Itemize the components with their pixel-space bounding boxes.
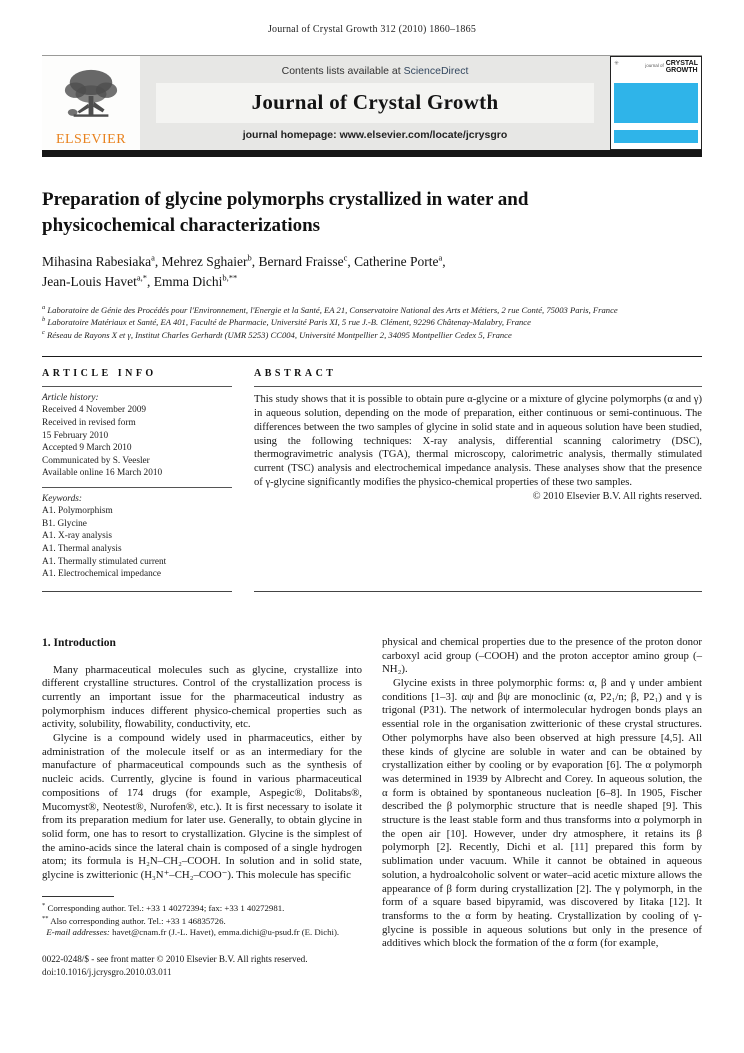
footnote-corresponding: * Corresponding author. Tel.: +33 1 40272394; fax: +33 1 40272981. <box>42 901 285 913</box>
footnote-also-corresponding: ** Also corresponding author. Tel.: +33 1 46835726. <box>42 914 226 926</box>
email-links[interactable]: havet@cnam.fr (J.-L. Havet), emma.dichi@u-psud.fr (E. Dichi). <box>112 927 340 938</box>
abstract-header: ABSTRACT <box>254 368 337 380</box>
affiliation: $^a$ Laboratoire de Génie des Procédés pour l'Environnement, l'Energie et la Santé, EA 21, Conservatoire National des Arts et Métiers, 2 rue Conté, 75003 Paris, France <box>42 303 618 315</box>
affiliation-list <box>42 303 702 342</box>
footnote-emails <box>42 927 362 939</box>
rule <box>42 487 232 488</box>
rule <box>254 386 702 387</box>
article-info-column <box>42 368 232 592</box>
article-info-header: ARTICLE INFO <box>42 368 157 380</box>
history-line: Accepted 9 March 2010 <box>42 443 132 454</box>
body-column-right <box>382 636 702 979</box>
journal-cover-thumbnail <box>610 56 702 150</box>
cover-title-line1: CRYSTAL <box>665 60 698 67</box>
cover-cyan-block <box>614 83 698 123</box>
homepage-prefix: journal homepage: <box>242 129 340 141</box>
journal-title: Journal of Crystal Growth <box>251 90 499 114</box>
history-line: Available online 16 March 2010 <box>42 468 163 479</box>
article-title-line2: physicochemical characterizations <box>42 215 321 237</box>
journal-homepage-link[interactable]: www.elsevier.com/locate/jcrysgro <box>339 129 508 141</box>
article-body <box>42 636 702 979</box>
author-line-1 <box>42 251 702 271</box>
article-info-abstract-box <box>42 356 702 592</box>
doi-line <box>42 966 362 979</box>
journal-title-band <box>156 83 594 123</box>
journal-homepage-line <box>146 129 604 141</box>
author: Catherine Porte$^a$, <box>354 252 446 269</box>
issn-copyright-line: 0022-0248/$ - see front matter © 2010 Elsevier B.V. All rights reserved. <box>42 954 308 965</box>
affiliation: $^b$ Laboratoire Matériaux et Santé, EA 401, Faculté de Pharmacie, Université Paris XI, 5 rue J.-B. Clément, 92296 Châtenay-Malabry, France <box>42 316 531 328</box>
cover-logo-icon: ✳ <box>614 61 620 67</box>
sciencedirect-link[interactable]: ScienceDirect <box>403 65 469 77</box>
body-paragraph: physical and chemical properties due to the presence of the proton donor carboxyl acid group (–COOH) and the proton acceptor amino group (–NH₂). <box>382 635 702 676</box>
footnote-rule <box>42 896 114 897</box>
keyword-item: A1. Thermal analysis <box>42 544 122 554</box>
keyword-item: A1. Polymorphism <box>42 506 113 517</box>
author: Jean-Louis Havet$^{a,*}$, <box>42 272 154 289</box>
history-line: Communicated by S. Veesler <box>42 455 150 466</box>
contents-lists-line <box>146 65 604 77</box>
body-paragraph: Glycine exists in three polymorphic forms: α, β and γ under ambient conditions [1–3]. αψ and βψ are monoclinic (α, P2₁/n; β, P2₁) and γ is trigonal (P31). The network of intermolecular hydrogen bonds plays an essential role in the organisation zwitterionic of these crystal structures. Other polymorphs have also been observed at high pressure [4,5]. All these kinds of glycine are soluble in water and can be obtained by crystallization either by cooling or by evaporation [6]. The α polymorph was determined in 1939 by Albrecht and Corey. In aqueous solution, the α form is obtained by spontaneous nucleation [6–8]. In 1905, Fischer described the β polymorphic structure that is needle shaped [9]. This structure is the least stable form and thus transforms into α polymorph in the open air [10]. However, under dry atmosphere, it retains its β polymorph [2]. Recently, Dichi et al. [11] prepared this form by sublimation under vacuum. While it cannot be obtained in aqueous solution, a hydroalcoholic solvent or water–acid acetic mixture allows the appearance of β form during crystallization [2]. The γ polymorph, in the form of a square based bipyramid, was discovered by Iitaka [12]. It transforms to the α form by heating. Crystallization by cooling of γ-glycine is possible in aqueous solutions but only in the presence of additives which block the formation of the α form (for example, <box>382 677 702 950</box>
article-title <box>42 187 702 239</box>
abstract-column <box>254 368 702 592</box>
page-citation: Journal of Crystal Growth 312 (2010) 1860–1865 <box>267 24 477 35</box>
elsevier-tree-icon <box>62 67 120 130</box>
history-line: Received 4 November 2009 <box>42 405 147 416</box>
elsevier-wordmark: ELSEVIER <box>55 132 127 147</box>
article-footer <box>42 953 362 979</box>
footnote-block <box>42 896 362 939</box>
abstract-copyright: © 2010 Elsevier B.V. All rights reserved. <box>532 490 702 502</box>
body-paragraph: Glycine is a compound widely used in pharmaceutics, either by administration of the molecule itself or as an intermediary for the manufacture of pharmaceutical compounds such as the synthesis of nucleic acids. Currently, glycine is found in various pharmaceutical compositions of 174 drugs (for example, Aspegic®, Dolitabs®, Mucomyst®, Neotest®, Nurofen®, etc.). It is first necessary to isolate it from its preparation medium for later use. Generally, to obtain glycine in solid form, one has to resort to crystallization. Glycine is the simplest of the amino-acids since the lateral chain is composed of a single hydrogen atom; its formula is H₂N–CH₂–COOH. In solution and in solid state, glycine is zwitterionic (H₃N⁺–CH₂–COO⁻). This molecule has specific <box>42 732 362 882</box>
author-list <box>42 251 702 291</box>
banner-center <box>140 56 610 150</box>
elsevier-logo <box>42 56 140 150</box>
history-line: Received in revised form <box>42 417 136 428</box>
contents-prefix: Contents lists available at <box>281 65 404 77</box>
abstract-text: This study shows that it is possible to obtain pure α-glycine or a mixture of glycine polymorphs (α and γ) in aqueous solution, depending on the mode of preparation, either continuous or semi-continuous. The differences between the two samples of glycine in solid state and in aqueous solution have been studied, using the following techniques: X-ray analysis, differential scanning calorimetry (DSC), thermogravimetric analysis (TGA), thermal microscopy, calorimetric analysis, thermally stimulated current (TSC) analysis and electrochemical impedance analysis. These analyses show that the presence of γ-glycine significantly modifies the physico-chemical properties of these two samples. <box>254 394 702 488</box>
keywords-label: Keywords: <box>42 494 82 505</box>
keyword-item: A1. Thermally stimulated current <box>42 556 167 567</box>
keyword-item: A1. Electrochemical impedance <box>42 569 161 580</box>
body-paragraph: Many pharmaceutical molecules such as glycine, crystallize into different crystalline structures. Control of the crystallization process is currently an important issue for the pharmaceutical industry as polymorphism induces different physico-chemical properties such as activity, solubility, flowability, conductivity, etc. <box>42 663 362 731</box>
cover-title <box>666 60 698 75</box>
author: Bernard Fraisse$^c$, <box>258 252 355 269</box>
affiliation: $^c$ Réseau de Rayons X et γ, Institut Charles Gerhardt (UMR 5253) CC004, Université Montpellier 2, 34095 Montpellier Cedex 5, France <box>42 329 512 341</box>
keyword-item: B1. Glycine <box>42 518 87 529</box>
cover-cyan-strip <box>614 130 698 143</box>
section-heading-introduction: 1. Introduction <box>42 636 116 649</box>
cover-journal-of: journal of <box>645 63 664 68</box>
journal-banner <box>42 55 702 157</box>
author: Emma Dichi$^{b,**}$ <box>153 272 238 289</box>
author: Mehrez Sghaier$^b$, <box>161 252 259 269</box>
email-addresses-label: E-mail addresses: <box>46 927 113 938</box>
article-title-line1: Preparation of glycine polymorphs crystallized in water and <box>42 189 529 210</box>
doi-link[interactable]: doi:10.1016/j.jcrysgro.2010.03.011 <box>42 967 172 978</box>
author-line-2 <box>42 272 702 292</box>
body-column-left <box>42 636 362 979</box>
history-line: 15 February 2010 <box>42 430 109 441</box>
author: Mihasina Rabesiaka$^a$, <box>42 252 162 269</box>
keyword-item: A1. X-ray analysis <box>42 531 112 542</box>
article-history-label: Article history: <box>42 393 99 404</box>
cover-title-line2: GROWTH <box>665 67 698 75</box>
rule <box>42 386 232 387</box>
banner-divider-bar <box>42 150 702 157</box>
